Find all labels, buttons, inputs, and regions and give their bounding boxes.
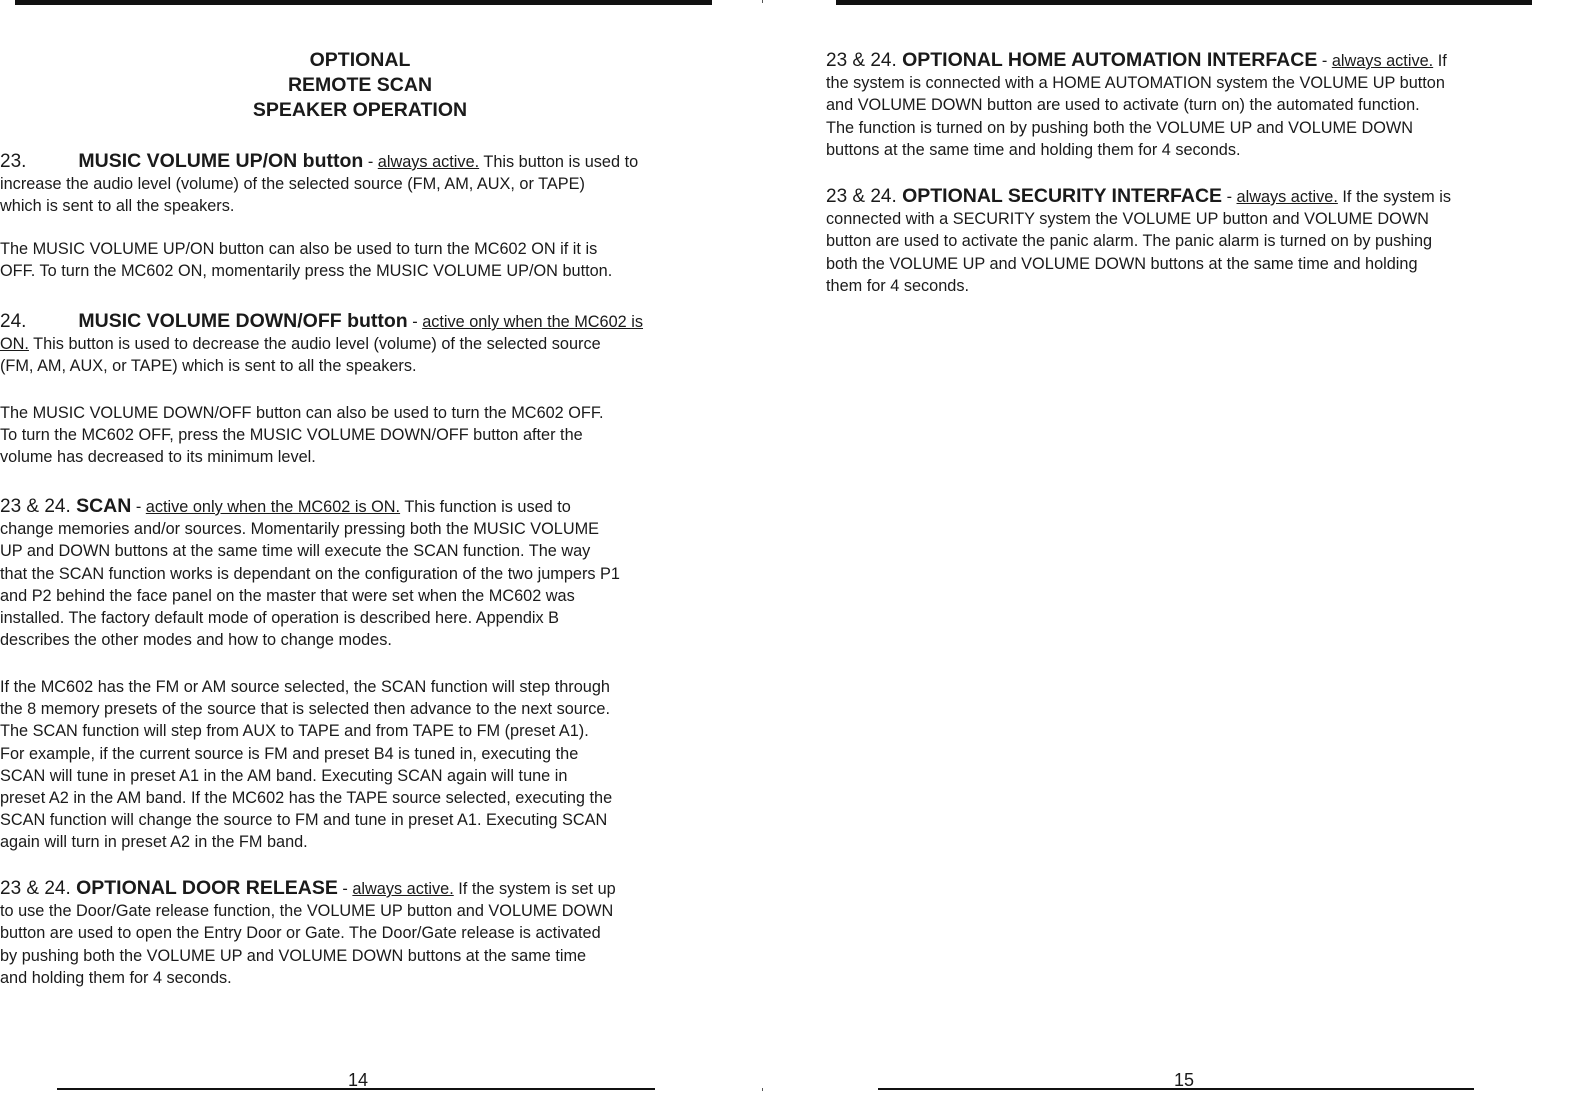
section-number: 24. <box>0 311 27 332</box>
body-line: The SCAN function will step from AUX to TAPE and from TAPE to FM (preset A1). <box>0 722 589 741</box>
body-line: by pushing both the VOLUME UP and VOLUME DOWN buttons at the same time <box>0 946 587 965</box>
body-line: If the MC602 has the FM or AM source selected, the SCAN function will step through <box>0 678 610 696</box>
section-number: 23 & 24. <box>0 496 77 517</box>
body-text: This function is used to <box>400 498 571 516</box>
body-line: buttons at the same time and holding them for 4 seconds. <box>826 140 1241 159</box>
section-home-automation <box>826 49 1556 161</box>
body-line: and VOLUME DOWN button are used to activate (turn on) the automated function. <box>826 96 1420 115</box>
body-line: The MUSIC VOLUME DOWN/OFF button can also be used to turn the MC602 OFF. <box>0 404 604 422</box>
body-line: to use the Door/Gate release function, the VOLUME UP button and VOLUME DOWN <box>0 902 614 921</box>
section-title: MUSIC VOLUME DOWN/OFF button <box>78 310 408 332</box>
body-line: preset A2 in the AM band. If the MC602 has the TAPE source selected, executing the <box>0 789 613 808</box>
status-text: ON. <box>0 335 29 354</box>
body-line: button are used to activate the panic alarm. The panic alarm is turned on by pushing <box>826 232 1433 251</box>
body-line: change memories and/or sources. Momentarily pressing both the MUSIC VOLUME <box>0 520 600 539</box>
heading-line: OPTIONAL <box>309 49 411 71</box>
body-line: To turn the MC602 OFF, press the MUSIC VOLUME DOWN/OFF button after the <box>0 426 583 445</box>
body-line: which is sent to all the speakers. <box>0 197 235 216</box>
body-line: The MUSIC VOLUME UP/ON button can also be used to turn the MC602 ON if it is <box>0 240 598 258</box>
section-number: 23 & 24. <box>0 878 77 899</box>
body-line: For example, if the current source is FM and preset B4 is tuned in, executing the <box>0 744 579 763</box>
heading-line: SPEAKER OPERATION <box>252 99 468 121</box>
section-title: OPTIONAL HOME AUTOMATION INTERFACE <box>902 49 1318 71</box>
body-text: If <box>1433 52 1447 70</box>
top-tick <box>762 0 763 3</box>
section-title: SCAN <box>76 495 132 517</box>
section-title: MUSIC VOLUME UP/ON button <box>78 150 364 172</box>
body-line: UP and DOWN buttons at the same time will execute the SCAN function. The way <box>0 542 591 561</box>
body-line: both the VOLUME UP and VOLUME DOWN buttons at the same time and holding <box>826 254 1418 273</box>
section-security <box>826 185 1556 297</box>
section-music-volume-up <box>0 150 730 218</box>
paragraph-volume-down-off <box>0 402 730 469</box>
page-number: 14 <box>348 1070 369 1090</box>
status-text: always active. <box>352 880 454 898</box>
body-line: that the SCAN function works is dependant on the configuration of the two jumpers P1 <box>0 564 620 583</box>
body-text: This button is used to <box>479 153 639 171</box>
body-line: (FM, AM, AUX, or TAPE) which is sent to all the speakers. <box>0 357 417 376</box>
body-line: again will turn in preset A2 in the FM band. <box>0 833 308 852</box>
body-line: and P2 behind the face panel on the master that were set when the MC602 was <box>0 586 575 605</box>
body-line: and holding them for 4 seconds. <box>0 968 232 987</box>
paragraph-volume-up-on <box>0 238 730 282</box>
paragraph-scan-details <box>0 676 730 854</box>
status-text: always active. <box>1236 188 1338 206</box>
status-text: active only when the MC602 is <box>422 313 644 331</box>
bottom-tick <box>762 1088 763 1091</box>
section-title: OPTIONAL DOOR RELEASE <box>76 877 338 899</box>
section-number: 23 & 24. <box>826 50 903 71</box>
separator: - <box>363 153 378 171</box>
top-rule-left <box>15 0 712 5</box>
body-line: SCAN will tune in preset A1 in the AM band. Executing SCAN again will tune in <box>0 766 568 785</box>
body-line: the system is connected with a HOME AUTOMATION system the VOLUME UP button <box>826 74 1445 93</box>
status-text: always active. <box>377 153 480 171</box>
heading-line: REMOTE SCAN <box>287 74 433 96</box>
page-number: 15 <box>1174 1070 1195 1090</box>
separator: - <box>1317 52 1332 70</box>
separator: - <box>407 313 423 331</box>
status-text: active only when the MC602 is ON. <box>145 498 401 516</box>
section-number: 23. <box>0 151 27 172</box>
body-line: them for 4 seconds. <box>826 276 969 295</box>
body-text: If the system is <box>1337 188 1451 206</box>
body-line: button are used to open the Entry Door or Gate. The Door/Gate release is activated <box>0 924 601 943</box>
body-text: This button is used to decrease the audio level (volume) of the selected source <box>28 335 601 354</box>
section-title: OPTIONAL SECURITY INTERFACE <box>902 185 1223 207</box>
body-line: SCAN function will change the source to FM and tune in preset A1. Executing SCAN <box>0 811 608 830</box>
section-music-volume-down <box>0 310 730 378</box>
body-line: describes the other modes and how to change modes. <box>0 631 392 650</box>
body-line: installed. The factory default mode of operation is described here. Appendix B <box>0 609 560 628</box>
separator: - <box>337 880 353 898</box>
body-line: OFF. To turn the MC602 ON, momentarily press the MUSIC VOLUME UP/ON button. <box>0 262 613 281</box>
section-door-release <box>0 877 730 989</box>
body-line: increase the audio level (volume) of the selected source (FM, AM, AUX, or TAPE) <box>0 175 585 194</box>
body-line: The function is turned on by pushing both the VOLUME UP and VOLUME DOWN <box>826 118 1414 137</box>
top-rule-right <box>836 0 1532 5</box>
body-line: connected with a SECURITY system the VOLUME UP button and VOLUME DOWN <box>826 210 1429 229</box>
status-text: always active. <box>1331 52 1434 70</box>
separator: - <box>131 498 146 516</box>
section-scan <box>0 495 730 651</box>
body-line: volume has decreased to its minimum level. <box>0 448 316 467</box>
body-text: If the system is set up <box>453 880 616 898</box>
page-heading <box>0 48 720 123</box>
section-number: 23 & 24. <box>826 186 903 207</box>
separator: - <box>1222 188 1237 206</box>
body-line: the 8 memory presets of the source that is selected then advance to the next source. <box>0 700 610 719</box>
